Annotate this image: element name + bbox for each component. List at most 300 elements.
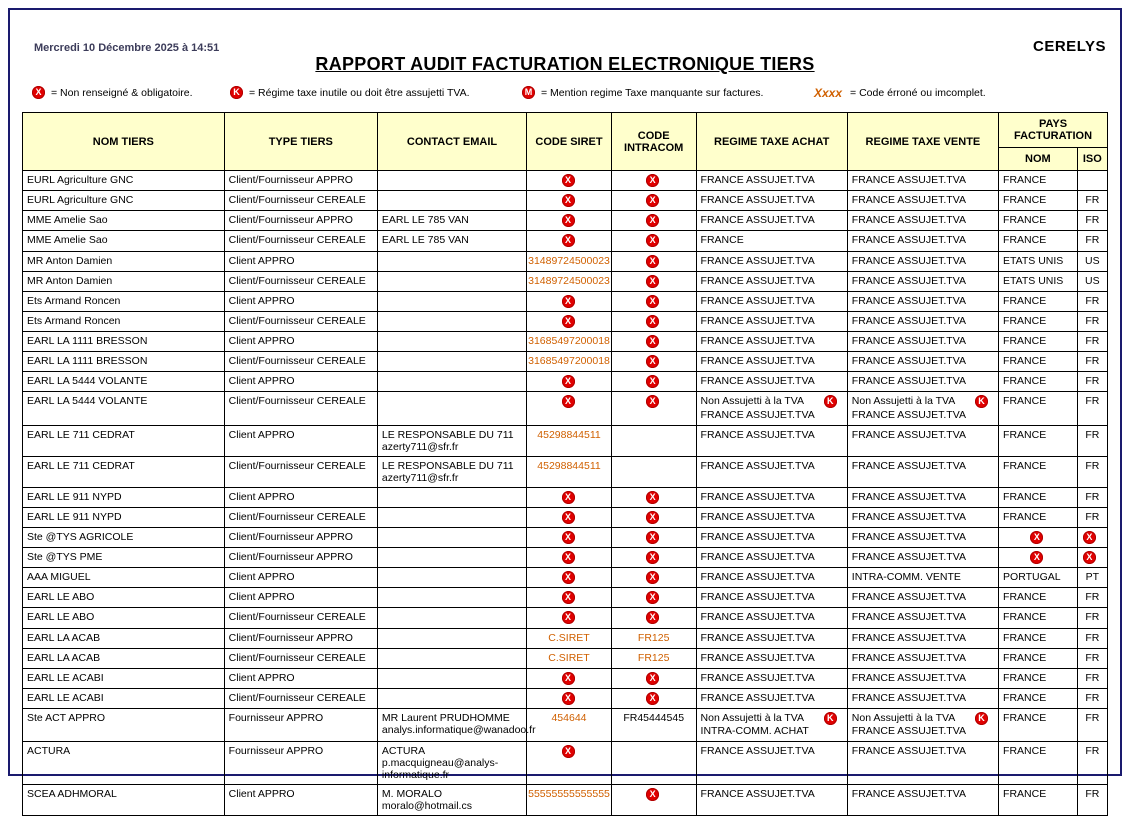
table-row[interactable] (23, 211, 1108, 231)
cell-line: AAA MIGUEL (27, 571, 91, 584)
siret-cell (528, 355, 610, 368)
cell-pays-iso (1077, 231, 1107, 251)
cell-pays-nom (999, 608, 1078, 628)
cell-regime-vente (847, 568, 998, 588)
cell-pays-iso (1077, 548, 1107, 568)
cell-regime-vente (847, 507, 998, 527)
intracom-mark (646, 214, 665, 227)
regime-achat-cell (701, 692, 843, 705)
intracom-value (623, 712, 684, 725)
table-row[interactable] (23, 456, 1108, 487)
cell-regime-achat (696, 785, 847, 816)
siret-value (528, 275, 610, 288)
regime-achat-cell (701, 335, 843, 348)
regime-achat-value (701, 551, 815, 564)
cell-pays-nom (999, 548, 1078, 568)
report-header (22, 36, 1108, 76)
cell-regime-achat (696, 668, 847, 688)
siret-value (548, 632, 589, 645)
siret-mark (562, 395, 581, 408)
cell-line: FRANCE (1003, 671, 1047, 684)
regime-vente-value (852, 174, 966, 187)
cell-regime-achat (696, 527, 847, 547)
k-badge-icon: K (975, 395, 988, 408)
x-badge-icon: X (562, 214, 575, 227)
cell-code-intracom (611, 332, 696, 352)
table-row[interactable] (23, 231, 1108, 251)
cell-line: FRANCE ASSUJET.TVA (851, 459, 966, 472)
cell-line: FRANCE ASSUJET.TVA (851, 651, 966, 664)
cell-type-tiers (224, 785, 377, 816)
siret-cell (531, 491, 607, 504)
cell-line: MR Anton Damien (27, 254, 113, 267)
cell-contact-email (377, 688, 526, 708)
cell-line: FRANCE (1003, 631, 1047, 644)
cell-regime-achat (696, 507, 847, 527)
col-pays-facturation: PAYS FACTURATION (999, 113, 1108, 148)
cell-pays-iso (1077, 332, 1107, 352)
cell-line: FRANCE ASSUJET.TVA (851, 408, 966, 421)
cell-line: FRANCE (1003, 294, 1047, 307)
intracom-mark (646, 395, 665, 408)
pays-iso-value: FR (1085, 490, 1100, 503)
cell-regime-vente (847, 648, 998, 668)
regime-vente-cell (852, 511, 994, 524)
siret-cell (528, 788, 610, 801)
x-badge-icon: X (646, 395, 659, 408)
regime-achat-cell (701, 375, 843, 388)
siret-cell (531, 692, 607, 705)
cell-code-intracom (611, 507, 696, 527)
regime-vente-value (852, 295, 966, 308)
pays-nom-cell (1003, 672, 1073, 685)
table-row[interactable] (23, 311, 1108, 331)
siret-cell (528, 254, 610, 268)
cell-nom-tiers (23, 392, 225, 425)
x-badge-icon: X (562, 551, 575, 564)
cell-code-intracom (611, 668, 696, 688)
cell-code-intracom (611, 588, 696, 608)
cell-pays-nom (999, 425, 1078, 456)
cell-type-tiers (224, 425, 377, 456)
cell-regime-vente (847, 231, 998, 251)
pays-nom-value (1003, 788, 1046, 801)
pays-nom-cell (1003, 395, 1073, 408)
regime-vente-cell (852, 355, 994, 368)
pays-nom-mark (1030, 531, 1049, 544)
cell-contact-email (377, 372, 526, 392)
intracom-cell (616, 712, 692, 725)
cell-regime-vente (847, 588, 998, 608)
pays-nom-value (1003, 194, 1046, 207)
cell-regime-achat (696, 332, 847, 352)
table-row[interactable] (23, 372, 1108, 392)
cell-line: FRANCE ASSUJET.TVA (851, 631, 966, 644)
regime-achat-value (701, 712, 809, 738)
regime-achat-cell (701, 672, 843, 685)
cell-code-intracom (611, 171, 696, 191)
intracom-cell (616, 335, 692, 348)
regime-vente-value (852, 788, 966, 801)
cell-pays-nom (999, 527, 1078, 547)
cell-contact-email (377, 527, 526, 547)
cell-pays-nom (999, 742, 1078, 785)
regime-vente-value (852, 611, 966, 624)
cell-code-siret (527, 171, 612, 191)
regime-vente-cell (852, 571, 994, 584)
x-badge-icon: X (646, 511, 659, 524)
intracom-cell (616, 395, 692, 408)
regime-achat-cell (701, 551, 843, 564)
table-row[interactable] (23, 548, 1108, 568)
table-row[interactable] (23, 668, 1108, 688)
cell-line: FRANCE ASSUJET.TVA (700, 408, 815, 421)
siret-cell (531, 295, 607, 308)
intracom-cell (616, 214, 692, 227)
cell-pays-iso (1077, 648, 1107, 668)
cell-code-siret (527, 271, 612, 291)
cell-line: FRANCE (1003, 355, 1047, 368)
table-row[interactable] (23, 588, 1108, 608)
x-badge-icon: X (646, 591, 659, 604)
x-badge-icon: X (646, 174, 659, 187)
pays-nom-value (1003, 255, 1063, 268)
regime-vente-cell (852, 214, 994, 227)
cell-line: FRANCE ASSUJET.TVA (700, 174, 815, 186)
pays-nom-value (1003, 672, 1046, 685)
table-row[interactable] (23, 171, 1108, 191)
pays-iso-value: FR (1085, 745, 1100, 758)
siret-mark (562, 745, 581, 758)
intracom-cell (616, 551, 692, 564)
cell-regime-achat (696, 271, 847, 291)
siret-mark (562, 194, 581, 207)
x-badge-icon: X (562, 234, 575, 247)
siret-cell (528, 335, 610, 348)
cell-line: FRANCE ASSUJET.TVA (851, 214, 966, 227)
table-row[interactable] (23, 425, 1108, 456)
x-badge-icon: X (646, 315, 659, 328)
cell-code-siret (527, 211, 612, 231)
regime-vente-cell (852, 632, 994, 645)
table-row[interactable] (23, 191, 1108, 211)
cell-contact-email (377, 171, 526, 191)
cell-line: FRANCE ASSUJET.TVA (700, 274, 815, 287)
pays-nom-value (1003, 460, 1046, 473)
cell-code-intracom (611, 688, 696, 708)
cell-contact-email (377, 425, 526, 456)
pays-nom-cell (1003, 315, 1073, 328)
intracom-mark (646, 234, 665, 247)
intracom-cell (616, 295, 692, 308)
intracom-value (638, 632, 670, 645)
regime-achat-value (701, 788, 815, 801)
cell-line: FRANCE ASSUJET.TVA (700, 651, 815, 664)
cell-line: 31685497200018 (528, 335, 610, 347)
cell-code-intracom (611, 608, 696, 628)
x-badge-icon: X (646, 788, 659, 801)
cell-line: Client/Fournisseur CEREALE (228, 234, 366, 247)
table-row[interactable] (23, 785, 1108, 816)
intracom-cell (616, 788, 692, 801)
cell-type-tiers (224, 456, 377, 487)
siret-cell (531, 745, 607, 758)
cell-line: Client/Fournisseur APPRO (228, 174, 353, 186)
table-row[interactable] (23, 507, 1108, 527)
cell-line: FR125 (637, 631, 670, 644)
cell-line: Client/Fournisseur CEREALE (228, 459, 366, 472)
cell-line: EARL LA 5444 VOLANTE (27, 375, 148, 388)
regime-achat-value (701, 375, 815, 388)
cell-line: Client/Fournisseur CEREALE (228, 314, 366, 327)
cell-code-intracom (611, 191, 696, 211)
regime-vente-cell (852, 745, 994, 758)
intracom-cell (616, 531, 692, 544)
regime-achat-cell (701, 315, 843, 328)
cell-pays-iso (1077, 191, 1107, 211)
cell-type-tiers (224, 271, 377, 291)
cell-line: 45298844511 (537, 428, 601, 441)
pays-nom-cell (1003, 591, 1073, 604)
cell-line: Client/Fournisseur APPRO (228, 551, 353, 563)
regime-vente-value (852, 375, 966, 388)
cell-code-siret (527, 332, 612, 352)
cell-contact-email (377, 487, 526, 507)
siret-mark (562, 511, 581, 524)
pays-nom-cell (1003, 355, 1073, 368)
cell-pays-iso (1077, 668, 1107, 688)
cell-type-tiers (224, 191, 377, 211)
cell-pays-iso (1077, 688, 1107, 708)
siret-mark (562, 174, 581, 187)
cell-nom-tiers (23, 548, 225, 568)
cell-regime-achat (696, 171, 847, 191)
cell-line: EARL LE 911 NYPD (27, 490, 122, 503)
table-row[interactable] (23, 628, 1108, 648)
cell-type-tiers (224, 507, 377, 527)
pays-nom-cell (1003, 531, 1073, 544)
pays-nom-value (1003, 429, 1046, 442)
audit-table (22, 112, 1108, 816)
x-badge-icon: X (1083, 551, 1096, 564)
cell-line: FRANCE ASSUJET.TVA (700, 214, 815, 227)
cell-regime-achat (696, 487, 847, 507)
pays-nom-cell (1003, 511, 1073, 524)
legend-item-tax-regime (230, 86, 470, 99)
table-row[interactable] (23, 709, 1108, 742)
regime-vente-cell (852, 788, 994, 801)
cell-nom-tiers (23, 588, 225, 608)
cell-line: FRANCE ASSUJET.TVA (851, 490, 966, 503)
cell-line: Client APPRO (228, 335, 295, 347)
regime-vente-cell (852, 234, 994, 247)
cell-line: FRANCE ASSUJET.TVA (700, 375, 815, 388)
cell-line: FRANCE ASSUJET.TVA (851, 725, 966, 738)
regime-achat-cell (701, 632, 843, 645)
table-row[interactable] (23, 291, 1108, 311)
cell-line: EARL LE ACABI (27, 671, 104, 684)
cell-line: FRANCE ASSUJET.TVA (700, 254, 815, 267)
cell-line: ACTURA (381, 745, 426, 758)
cell-code-siret (527, 668, 612, 688)
cell-code-intracom (611, 352, 696, 372)
cell-nom-tiers (23, 628, 225, 648)
table-row[interactable] (23, 487, 1108, 507)
regime-vente-value (852, 491, 966, 504)
cell-line: Non Assujetti à la TVA (700, 395, 805, 408)
regime-achat-cell (701, 511, 843, 524)
intracom-mark (646, 788, 665, 801)
cell-line: FRANCE ASSUJET.TVA (851, 745, 966, 758)
intracom-cell (616, 355, 692, 368)
cell-line: analys.informatique@wanadoo.fr (381, 724, 536, 736)
cell-nom-tiers (23, 311, 225, 331)
cell-line: Client APPRO (228, 428, 295, 441)
table-row[interactable] (23, 251, 1108, 271)
cell-type-tiers (224, 352, 377, 372)
regime-achat-cell (701, 591, 843, 604)
pays-nom-value (1003, 511, 1046, 524)
regime-achat-value (701, 672, 815, 685)
siret-value (528, 255, 610, 268)
cell-line: FRANCE ASSUJET.TVA (851, 375, 966, 388)
regime-vente-value (852, 745, 966, 758)
cell-line: FRANCE ASSUJET.TVA (851, 314, 966, 327)
cell-line: MR Anton Damien (27, 274, 113, 287)
cell-line: FRANCE ASSUJET.TVA (700, 551, 815, 563)
cell-nom-tiers (23, 742, 225, 785)
x-badge-icon: X (562, 531, 575, 544)
cell-type-tiers (224, 372, 377, 392)
pays-nom-value (1003, 571, 1061, 584)
table-row[interactable] (23, 648, 1108, 668)
cell-line: Client/Fournisseur APPRO (228, 530, 353, 543)
cell-code-intracom (611, 527, 696, 547)
cell-code-intracom (611, 628, 696, 648)
siret-mark (562, 375, 581, 388)
cell-code-siret (527, 352, 612, 372)
cell-nom-tiers (23, 171, 225, 191)
cell-code-siret (527, 291, 612, 311)
intracom-cell (616, 375, 692, 388)
cell-line: FRANCE ASSUJET.TVA (851, 274, 966, 287)
cell-type-tiers (224, 392, 377, 425)
pays-nom-value (1003, 295, 1046, 308)
pays-nom-value (1003, 712, 1046, 725)
cell-line: Client/Fournisseur APPRO (228, 214, 353, 227)
pays-nom-value (1003, 214, 1046, 227)
cell-code-intracom (611, 785, 696, 816)
cell-nom-tiers (23, 231, 225, 251)
pays-nom-mark (1030, 551, 1049, 564)
pays-nom-cell (1003, 745, 1073, 758)
table-row[interactable] (23, 608, 1108, 628)
cell-pays-iso (1077, 785, 1107, 816)
cell-pays-nom (999, 251, 1078, 271)
cell-pays-iso (1077, 527, 1107, 547)
cell-line: FRANCE ASSUJET.TVA (851, 174, 966, 186)
pays-nom-cell (1003, 652, 1073, 665)
table-row[interactable] (23, 271, 1108, 291)
cell-line: FRANCE (1003, 174, 1047, 186)
table-row[interactable] (23, 568, 1108, 588)
cell-contact-email (377, 291, 526, 311)
cell-line: MME Amelie Sao (27, 214, 108, 227)
cell-line: FRANCE ASSUJET.TVA (700, 294, 815, 307)
cell-line: EARL LE ACABI (27, 691, 104, 704)
cell-line: PORTUGAL (1003, 571, 1061, 584)
cell-type-tiers (224, 568, 377, 588)
intracom-cell (616, 491, 692, 504)
siret-mark (562, 551, 581, 564)
siret-value (528, 788, 610, 801)
intracom-mark (646, 491, 665, 504)
cell-regime-vente (847, 688, 998, 708)
cell-type-tiers (224, 668, 377, 688)
legend-item-wrong-code (814, 86, 986, 100)
pays-nom-cell (1003, 460, 1073, 473)
siret-cell (531, 315, 607, 328)
regime-achat-value (701, 234, 744, 247)
pays-nom-cell (1003, 335, 1073, 348)
cell-line: azerty711@sfr.fr (381, 440, 459, 453)
table-row[interactable] (23, 352, 1108, 372)
cell-line: EARL LE 711 CEDRAT (27, 428, 135, 441)
cell-line: EARL LA 1111 BRESSON (27, 335, 148, 347)
cell-code-intracom (611, 425, 696, 456)
pays-iso-value: FR (1085, 671, 1100, 684)
cell-regime-vente (847, 251, 998, 271)
cell-pays-nom (999, 372, 1078, 392)
cell-line: azerty711@sfr.fr (381, 471, 459, 484)
cell-regime-vente (847, 527, 998, 547)
regime-achat-value (701, 214, 815, 227)
cell-regime-achat (696, 456, 847, 487)
cell-code-siret (527, 311, 612, 331)
table-row[interactable] (23, 392, 1108, 425)
legend-text: = Non renseigné & obligatoire. (51, 86, 193, 99)
cell-regime-achat (696, 352, 847, 372)
intracom-mark (646, 315, 665, 328)
cell-line: FRANCE (1003, 651, 1047, 664)
cell-regime-vente (847, 425, 998, 456)
pays-nom-value (1003, 335, 1046, 348)
cell-pays-iso (1077, 742, 1107, 785)
regime-achat-mark (824, 395, 843, 408)
cell-code-siret (527, 548, 612, 568)
x-badge-icon: X (562, 591, 575, 604)
cell-nom-tiers (23, 332, 225, 352)
x-badge-icon: X (562, 315, 575, 328)
regime-vente-value (852, 194, 966, 207)
x-badge-icon: X (1083, 531, 1096, 544)
cell-line: FRANCE ASSUJET.TVA (851, 551, 966, 563)
cell-code-siret (527, 487, 612, 507)
table-row[interactable] (23, 742, 1108, 785)
cell-nom-tiers (23, 668, 225, 688)
pays-nom-cell (1003, 611, 1073, 624)
siret-value (537, 460, 600, 473)
regime-vente-cell (852, 672, 994, 685)
regime-achat-cell (701, 611, 843, 624)
table-row[interactable] (23, 527, 1108, 547)
table-row[interactable] (23, 332, 1108, 352)
table-row[interactable] (23, 688, 1108, 708)
pays-nom-value (1003, 174, 1046, 187)
cell-line: 31489724500023 (528, 274, 610, 287)
cell-nom-tiers (23, 527, 225, 547)
cell-line: M. MORALO (381, 788, 443, 801)
